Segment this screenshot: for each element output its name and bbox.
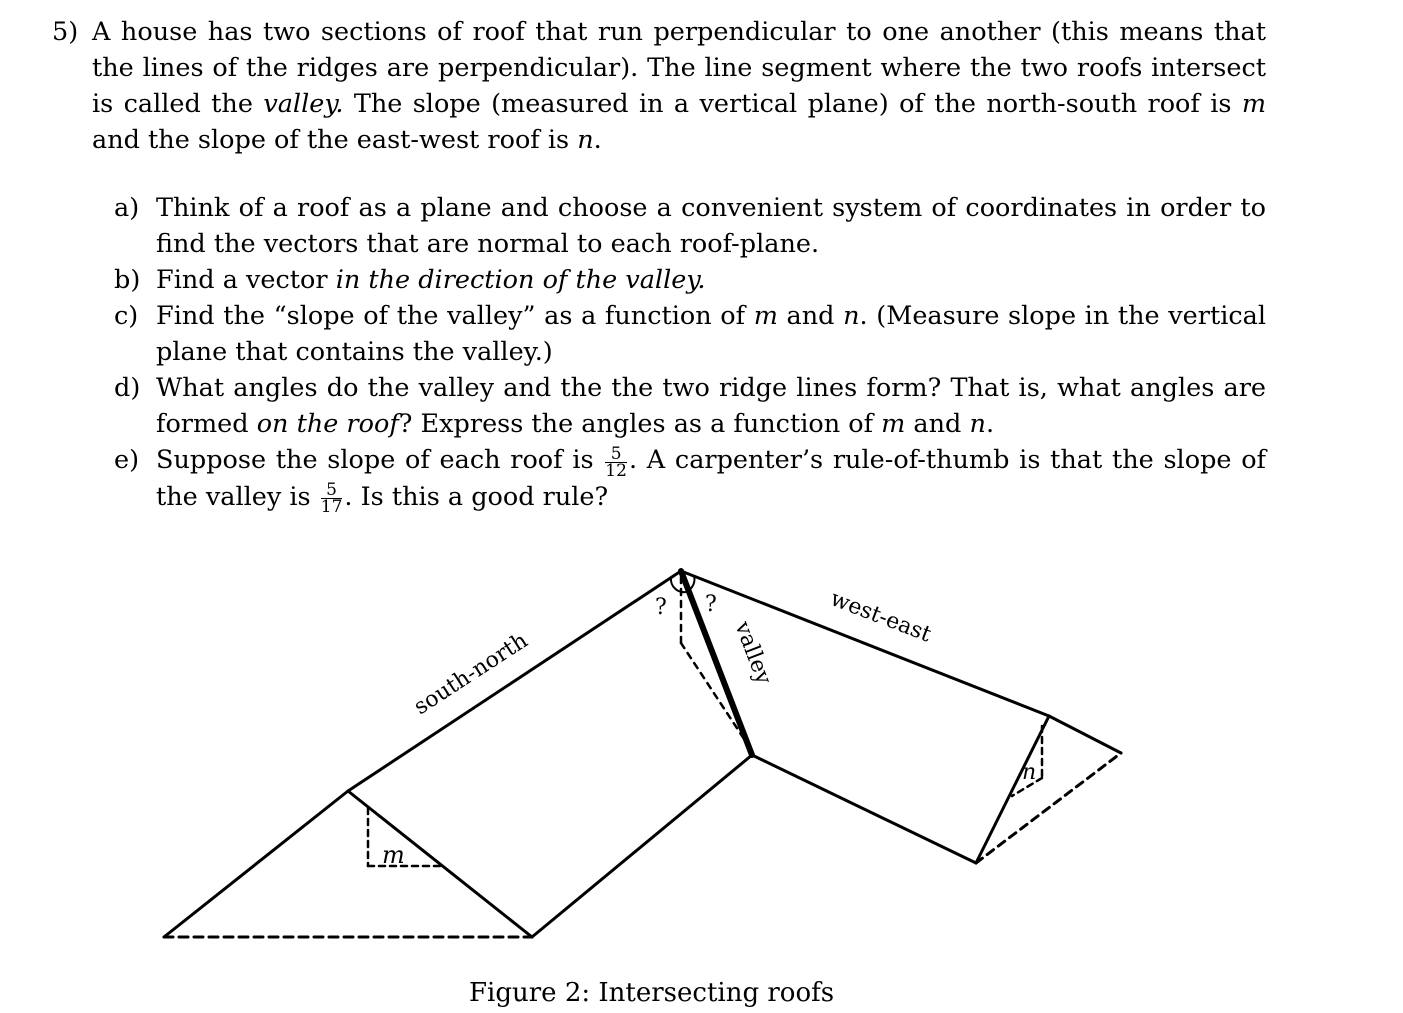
part-a <box>114 190 1266 262</box>
question-parts <box>114 190 1266 518</box>
part-b <box>114 262 1266 298</box>
fraction-5-17 <box>320 480 343 518</box>
part-c-and: and <box>777 301 844 331</box>
part-c-m: m <box>753 301 778 331</box>
part-e <box>114 442 1266 518</box>
part-d-label: d) <box>114 373 141 403</box>
south-roof-left-eave <box>164 791 348 937</box>
part-a-text: Think of a roof as a plane and choose a convenient system of coordinates in order to find the vectors that are normal to each roof-plane. <box>156 193 1266 259</box>
problem-text-a: A house has two sections of roof that run perpendicular to one another (this means that the lines of the ridges are perpendicular). The line segment where the two roofs intersect is called the <box>92 17 1266 119</box>
fraction-5-12-denominator: 12 <box>605 460 627 481</box>
problem-number: 5) <box>52 17 79 47</box>
part-c-text2: . (Measure slope in the vertical plane that contains the valley.) <box>156 301 1266 367</box>
label-m: m <box>382 841 405 869</box>
problem-text <box>92 14 1266 158</box>
label-question-left: ? <box>655 595 667 620</box>
part-d-text3: . <box>985 409 995 439</box>
problem-text-b: The slope (measured in a vertical plane) of the north-south roof is <box>343 89 1242 119</box>
part-e-text3: . Is this a good rule? <box>344 481 609 512</box>
part-c-text1: Find the “slope of the valley” as a function of <box>156 301 754 331</box>
east-roof-gable-edge <box>976 716 1049 863</box>
label-south-north: south-north <box>409 628 533 721</box>
part-d-italic: on the roof <box>256 409 399 439</box>
part-e-label: e) <box>114 445 140 475</box>
south-roof-gable-edge <box>348 791 532 937</box>
part-c <box>114 298 1266 370</box>
east-roof-upper-eave <box>1049 716 1121 753</box>
problem-text-valley: valley. <box>263 89 344 119</box>
label-west-east: west-east <box>826 586 935 648</box>
problem-var-n: n <box>577 125 594 155</box>
problem-statement <box>52 14 1266 158</box>
part-c-label: c) <box>114 301 139 331</box>
fraction-5-17-denominator: 17 <box>320 497 343 518</box>
intersecting-roofs-figure <box>0 540 1403 980</box>
part-d-m: m <box>881 409 906 439</box>
part-b-italic: in the direction of the valley. <box>335 265 706 295</box>
label-n: n <box>1022 760 1037 785</box>
part-d-text2: ? Express the angles as a function of <box>398 409 882 439</box>
part-d-text1: What angles do the valley and the the two ridge lines form? That is, what angles are formed <box>156 373 1266 439</box>
east-roof-lower-eave <box>752 755 976 863</box>
problem-var-m: m <box>1241 89 1266 119</box>
part-c-n: n <box>843 301 860 331</box>
part-a-label: a) <box>114 193 140 223</box>
problem-text-d: . <box>593 125 602 155</box>
fraction-5-12-numerator: 5 <box>605 446 627 463</box>
problem-text-c: and the slope of the east-west roof is <box>92 125 578 155</box>
part-e-text2: . A carpenter’s rule-of-thumb is that the slope of the valley is <box>156 445 1266 512</box>
south-north-ridge <box>348 571 681 791</box>
fraction-5-17-numerator: 5 <box>321 482 343 499</box>
south-roof-right-eave <box>532 755 752 937</box>
east-roof-base-dashed <box>976 753 1121 863</box>
part-b-label: b) <box>114 265 141 295</box>
label-valley: valley <box>729 618 777 688</box>
part-d-and: and <box>905 409 970 439</box>
label-question-right: ? <box>705 592 717 617</box>
figure-caption: Figure 2: Intersecting roofs <box>469 978 835 1008</box>
part-b-text: Find a vector <box>156 265 336 295</box>
fraction-5-12 <box>605 443 627 481</box>
part-d-n: n <box>969 409 986 439</box>
part-e-text1: Suppose the slope of each roof is <box>156 445 604 475</box>
part-d <box>114 370 1266 442</box>
